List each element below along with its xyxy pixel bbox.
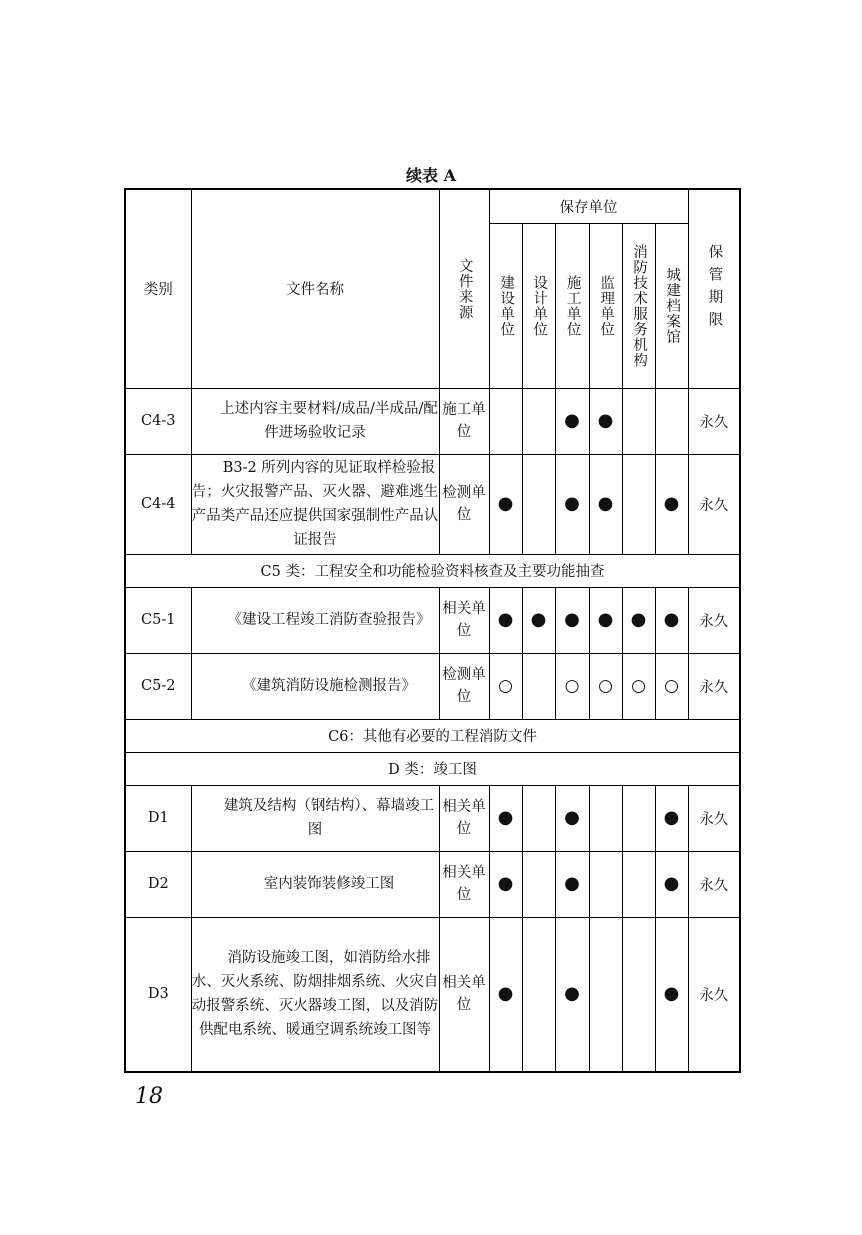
mark-cell: ● bbox=[489, 454, 522, 554]
archive-table bbox=[124, 188, 741, 1073]
row-name: 消防设施竣工图，如消防给水排水、灭火系统、防烟排烟系统、火灾自动报警系统、灭火器竣工图，以及消防供配电系统、暖通空调系统竣工图等 bbox=[191, 917, 439, 1072]
section-title: D 类：竣工图 bbox=[125, 752, 740, 785]
mark-cell bbox=[522, 388, 555, 454]
header-unit: 监理单位 bbox=[589, 223, 622, 388]
mark-cell bbox=[589, 851, 622, 917]
section-row bbox=[125, 554, 740, 587]
table-row bbox=[125, 917, 740, 1072]
mark-cell: ● bbox=[555, 454, 589, 554]
row-source: 检测单位 bbox=[439, 454, 489, 554]
mark-cell bbox=[522, 454, 555, 554]
mark-cell: ● bbox=[655, 454, 688, 554]
page-number: 18 bbox=[135, 1084, 163, 1109]
header-unit: 施工单位 bbox=[555, 223, 589, 388]
row-period: 永久 bbox=[688, 587, 740, 653]
mark-cell: ● bbox=[555, 388, 589, 454]
table-row bbox=[125, 653, 740, 719]
section-row bbox=[125, 719, 740, 752]
table-row bbox=[125, 587, 740, 653]
row-name: 《建设工程竣工消防查验报告》 bbox=[191, 587, 439, 653]
row-period: 永久 bbox=[688, 653, 740, 719]
mark-cell: ○ bbox=[555, 653, 589, 719]
header-period: 保管期限 bbox=[688, 189, 740, 388]
mark-cell bbox=[522, 653, 555, 719]
header-unit: 城建档案馆 bbox=[655, 223, 688, 388]
table-row bbox=[125, 454, 740, 554]
mark-cell bbox=[522, 851, 555, 917]
row-period: 永久 bbox=[688, 851, 740, 917]
row-name: 《建筑消防设施检测报告》 bbox=[191, 653, 439, 719]
mark-cell: ● bbox=[489, 851, 522, 917]
row-name: B3-2 所列内容的见证取样检验报告；火灾报警产品、灭火器、避难逃生产品类产品还应提供国家强制性产品认证报告 bbox=[191, 454, 439, 554]
mark-cell: ○ bbox=[589, 653, 622, 719]
row-code: C4-3 bbox=[125, 388, 191, 454]
mark-cell: ○ bbox=[622, 653, 655, 719]
mark-cell bbox=[622, 388, 655, 454]
table-row bbox=[125, 388, 740, 454]
mark-cell bbox=[589, 785, 622, 851]
row-period: 永久 bbox=[688, 388, 740, 454]
mark-cell: ● bbox=[489, 785, 522, 851]
mark-cell bbox=[622, 454, 655, 554]
mark-cell bbox=[655, 388, 688, 454]
row-code: C5-2 bbox=[125, 653, 191, 719]
table-row bbox=[125, 851, 740, 917]
row-period: 永久 bbox=[688, 785, 740, 851]
header-unit: 设计单位 bbox=[522, 223, 555, 388]
mark-cell: ● bbox=[589, 388, 622, 454]
row-code: C4-4 bbox=[125, 454, 191, 554]
row-name: 上述内容主要材料/成品/半成品/配件进场验收记录 bbox=[191, 388, 439, 454]
row-code: D1 bbox=[125, 785, 191, 851]
row-source: 检测单位 bbox=[439, 653, 489, 719]
mark-cell bbox=[622, 785, 655, 851]
header-name: 文件名称 bbox=[191, 189, 439, 388]
mark-cell: ○ bbox=[655, 653, 688, 719]
mark-cell bbox=[622, 851, 655, 917]
header-storage-group: 保存单位 bbox=[489, 189, 688, 223]
mark-cell: ● bbox=[522, 587, 555, 653]
mark-cell bbox=[622, 917, 655, 1072]
row-source: 相关单位 bbox=[439, 587, 489, 653]
row-source: 相关单位 bbox=[439, 785, 489, 851]
header-unit: 建设单位 bbox=[489, 223, 522, 388]
mark-cell: ● bbox=[589, 454, 622, 554]
mark-cell: ● bbox=[555, 917, 589, 1072]
row-code: C5-1 bbox=[125, 587, 191, 653]
mark-cell: ● bbox=[655, 785, 688, 851]
mark-cell: ● bbox=[589, 587, 622, 653]
mark-cell bbox=[522, 917, 555, 1072]
header-unit: 消防技术服务机构 bbox=[622, 223, 655, 388]
table-row bbox=[125, 785, 740, 851]
mark-cell: ● bbox=[655, 917, 688, 1072]
row-code: D3 bbox=[125, 917, 191, 1072]
mark-cell: ● bbox=[655, 587, 688, 653]
row-period: 永久 bbox=[688, 917, 740, 1072]
row-name: 建筑及结构（钢结构）、幕墙竣工图 bbox=[191, 785, 439, 851]
row-source: 施工单位 bbox=[439, 388, 489, 454]
mark-cell: ● bbox=[655, 851, 688, 917]
row-source: 相关单位 bbox=[439, 851, 489, 917]
mark-cell: ● bbox=[489, 917, 522, 1072]
header-source: 文件来源 bbox=[439, 189, 489, 388]
row-period: 永久 bbox=[688, 454, 740, 554]
row-code: D2 bbox=[125, 851, 191, 917]
section-title: C6：其他有必要的工程消防文件 bbox=[125, 719, 740, 752]
mark-cell bbox=[489, 388, 522, 454]
row-name: 室内装饰装修竣工图 bbox=[191, 851, 439, 917]
mark-cell bbox=[589, 917, 622, 1072]
row-source: 相关单位 bbox=[439, 917, 489, 1072]
mark-cell: ● bbox=[489, 587, 522, 653]
header-category: 类别 bbox=[125, 189, 191, 388]
table-title: 续表 A bbox=[406, 166, 456, 185]
mark-cell: ● bbox=[555, 587, 589, 653]
section-row bbox=[125, 752, 740, 785]
mark-cell: ○ bbox=[489, 653, 522, 719]
mark-cell: ● bbox=[622, 587, 655, 653]
section-title: C5 类：工程安全和功能检验资料核查及主要功能抽查 bbox=[125, 554, 740, 587]
mark-cell bbox=[522, 785, 555, 851]
mark-cell: ● bbox=[555, 785, 589, 851]
mark-cell: ● bbox=[555, 851, 589, 917]
